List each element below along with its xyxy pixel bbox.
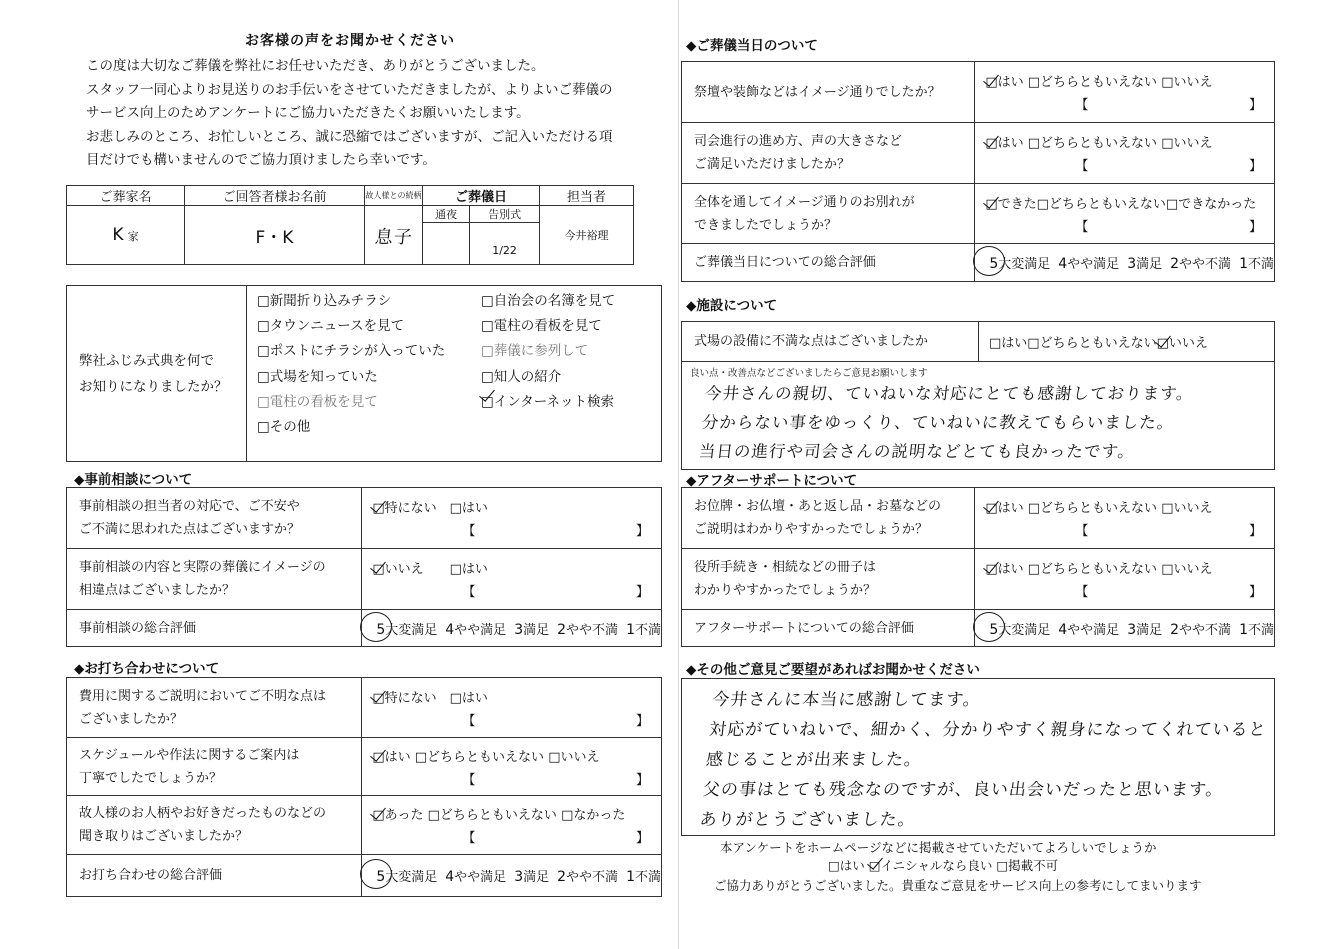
intro-text (86, 55, 613, 173)
checked-box[interactable]: □ (372, 690, 385, 706)
facility-comments (697, 379, 1270, 466)
other-comments (698, 685, 1282, 835)
handwritten-line: 感じることが出来ました。 (704, 750, 924, 770)
handwritten-line: 分からない事をゆっくり、ていねいに教えてもらいました。 (701, 413, 1176, 432)
handwritten-line: 今井さんの親切、ていねいな対応にとても感謝しております。 (704, 384, 1195, 403)
after-answer-2: □はい □どちらともいえない □いいえ 【 】 (975, 549, 1275, 610)
pre-question-3: 事前相談の総合評価 (67, 610, 362, 647)
tsuya-date (423, 223, 470, 265)
checked-box[interactable]: □ (372, 501, 385, 516)
header-staff: 担当者 (540, 186, 634, 206)
family-name: K (112, 225, 124, 245)
source-option[interactable]: □自治会の名簿を見て (481, 293, 616, 309)
handwritten-line: 今井さんに本当に感謝してます。 (711, 690, 982, 710)
checked-box[interactable]: □ (985, 75, 998, 90)
relation-value: 息子 (361, 206, 425, 265)
pre-consultation-table (66, 487, 662, 647)
header-funeral-date: ご葬儀日 (423, 186, 540, 206)
source-option[interactable]: □式場を知っていた (257, 368, 378, 385)
source-options-col2 (471, 289, 615, 440)
funeral-question-2: 司会進行の進め方、声の大きさなど ご満足いただけましたか？ (682, 123, 975, 184)
selected-rating-circle (360, 612, 392, 642)
facility-answer-1: □はい□どちらともいえない□いいえ (979, 322, 1275, 362)
meeting-question-3: 故人様のお人柄やお好きだったものなどの 聞き取りはございましたか？ (67, 796, 362, 855)
checked-box[interactable]: □ (985, 196, 998, 212)
funeral-info-table (66, 185, 634, 265)
handwritten-line: 当日の進行や司会さんの説明などとても良かったです。 (697, 442, 1137, 461)
pre-question-1: 事前相談の担当者の対応で、ご不安や ご不満に思われた点はございますか？ (67, 488, 362, 549)
header-relation: 故人様との続柄 (365, 186, 423, 206)
checked-box[interactable]: □ (372, 808, 385, 823)
facility-question-1: 式場の設備に不満な点はございましたか (682, 322, 979, 362)
intro-line: この度は大切なご葬儀を弊社にお任せいただき、ありがとうございました。 (86, 58, 545, 74)
publish-question: 本アンケートをホームページなどに掲載させていただいてよろしいでしょうか (720, 840, 1157, 855)
pre-question-2: 事前相談の内容と実際の葬儀にイメージの 相違点はございましたか？ (67, 549, 362, 610)
source-options (247, 286, 662, 462)
after-rating: 5大変満足 4やや満足 3満足 2やや不満 1不満 (975, 610, 1275, 647)
source-option[interactable]: □知人の紹介 (481, 368, 562, 385)
after-answer-1: □はい □どちらともいえない □いいえ 【 】 (975, 488, 1275, 549)
respondent-name: F・K (185, 206, 365, 265)
checked-box[interactable]: □ (372, 562, 385, 577)
intro-line: サービス向上のためアンケートにご協力いただきたくお願いいたします。 (86, 105, 530, 121)
funeral-answer-1: □はい □どちらともいえない □いいえ 【 】 (975, 62, 1275, 123)
intro-line: お悲しみのところ、お忙しいところ、誠に恐縮ではございますが、ご記入いただける項 (86, 128, 613, 145)
selected-rating-circle (973, 612, 1005, 642)
meeting-table (66, 677, 662, 897)
checked-box[interactable]: □ (985, 562, 998, 577)
publish-options (828, 856, 1058, 874)
source-option[interactable]: □新聞折り込みチラシ (257, 293, 392, 309)
header-respondent: ご回答者様お名前 (185, 186, 365, 206)
meeting-answer-2: □はい □どちらともいえない □いいえ 【 】 (362, 738, 662, 796)
publish-option-yes[interactable]: □はい (828, 858, 865, 873)
meeting-question-1: 費用に関するご説明においてご不明な点は ございましたか？ (67, 678, 362, 738)
intro-line: スタッフ一同心よりお見送りのお手伝いをさせていただきましたが、よりよいご葬儀の (86, 81, 613, 98)
family-suffix: 家 (127, 230, 139, 243)
publish-option-no[interactable]: □掲載不可 (996, 858, 1059, 873)
header-tsuya: 通夜 (423, 206, 470, 223)
intro-line: 目だけでも構いませんのでご協力頂けましたら幸いです。 (86, 152, 436, 168)
checked-box: □ (481, 390, 494, 415)
after-support-table (681, 487, 1275, 647)
meeting-question-2: スケジュールや作法に関するご案内は 丁寧でしたでしょうか？ (67, 738, 362, 796)
meeting-answer-1: □特にない □はい 【 】 (362, 678, 662, 738)
meeting-question-4: お打ち合わせの総合評価 (67, 855, 362, 897)
pre-answer-2: □いいえ □はい 【 】 (362, 549, 662, 610)
meeting-answer-3: □あった □どちらともいえない □なかった 【 】 (362, 796, 662, 855)
source-option[interactable]: □タウンニュースを見て (257, 318, 405, 335)
page-fold-divider (678, 0, 679, 949)
handwritten-line: 父の事はとても残念なのですが、良い出会いだったと思います。 (701, 780, 1225, 800)
other-comment-box[interactable] (681, 678, 1275, 836)
funeral-question-1: 祭壇や装飾などはイメージ通りでしたか？ (682, 62, 975, 123)
pre-answer-1: □特にない □はい 【 】 (362, 488, 662, 549)
closing-text: ご協力ありがとうございました。貴重なご意見をサービス向上の参考にしてまいります (714, 878, 1202, 893)
handwritten-line: ありがとうございました。 (698, 810, 917, 830)
kokubetsu-date: 1/22 (470, 223, 540, 265)
after-question-3: アフターサポートについての総合評価 (682, 610, 975, 647)
staff-name: 今井裕理 (540, 206, 634, 265)
meeting-rating: 5大変満足 4やや満足 3満足 2やや不満 1不満 (362, 855, 662, 897)
section-heading-funeral-day: ◆ご葬儀当日のついて (686, 38, 818, 54)
facility-comment-box[interactable] (682, 362, 1275, 470)
funeral-rating: 5大変満足 4やや満足 3満足 2やや不満 1不満 (975, 244, 1275, 282)
source-question-table (66, 285, 662, 462)
facility-note-label: 良い点・改善点などございましたらご意見お願いします (690, 368, 928, 379)
source-option[interactable]: □その他 (257, 419, 311, 436)
source-question: 弊社ふじみ式典を何で お知りになりましたか？ (67, 286, 247, 462)
section-heading-meeting: ◆お打ち合わせについて (74, 661, 220, 677)
section-heading-facility: ◆施設について (686, 298, 778, 314)
after-question-1: お位牌・お仏壇・あと返し品・お墓などの ご説明はわかりやすかったでしょうか？ (682, 488, 975, 549)
facility-table (681, 321, 1275, 470)
after-question-2: 役所手続き・相続などの冊子は わかりやすかったでしょうか？ (682, 549, 975, 610)
handwritten-line: 対応がていねいで、細かく、分かりやすく親身になってくれていると (708, 720, 1268, 740)
header-kokubetsu: 告別式 (470, 206, 540, 223)
source-option-checked[interactable]: □インターネット検索 (481, 390, 615, 415)
section-heading-other: ◆その他ご意見ご要望があればお聞かせください (686, 662, 980, 678)
checked-box[interactable]: □ (1156, 336, 1169, 351)
family-name-cell (67, 206, 185, 265)
pre-rating: 5大変満足 4やや満足 3満足 2やや不満 1不満 (362, 610, 662, 647)
funeral-answer-3: □できた□どちらともいえない□できなかった 【 】 (975, 184, 1275, 244)
source-option[interactable]: □葬儀に参列して (481, 343, 589, 360)
section-heading-after: ◆アフターサポートについて (686, 473, 858, 489)
funeral-answer-2: □はい □どちらともいえない □いいえ 【 】 (975, 123, 1275, 184)
checked-box[interactable]: □ (985, 136, 998, 151)
section-heading-pre: ◆事前相談について (74, 472, 193, 488)
checked-box[interactable]: □ (985, 501, 998, 516)
source-option[interactable]: □ポストにチラシが入っていた (257, 343, 446, 360)
checked-box[interactable]: □ (372, 749, 385, 765)
publish-option-initial: イニシャルなら良い (880, 858, 993, 873)
checked-box[interactable]: □ (868, 858, 881, 873)
source-option[interactable]: □電柱の看板を見て (481, 318, 602, 335)
source-options-col1 (247, 289, 471, 440)
funeral-question-4: ご葬儀当日についての総合評価 (682, 244, 975, 282)
funeral-question-3: 全体を通してイメージ通りのお別れが できましたでしょうか？ (682, 184, 975, 244)
funeral-day-table (681, 61, 1275, 282)
source-option[interactable]: □電柱の看板を見て (257, 393, 378, 410)
page-title: お客様の声をお聞かせください (245, 33, 455, 49)
header-family: ご葬家名 (67, 186, 185, 206)
